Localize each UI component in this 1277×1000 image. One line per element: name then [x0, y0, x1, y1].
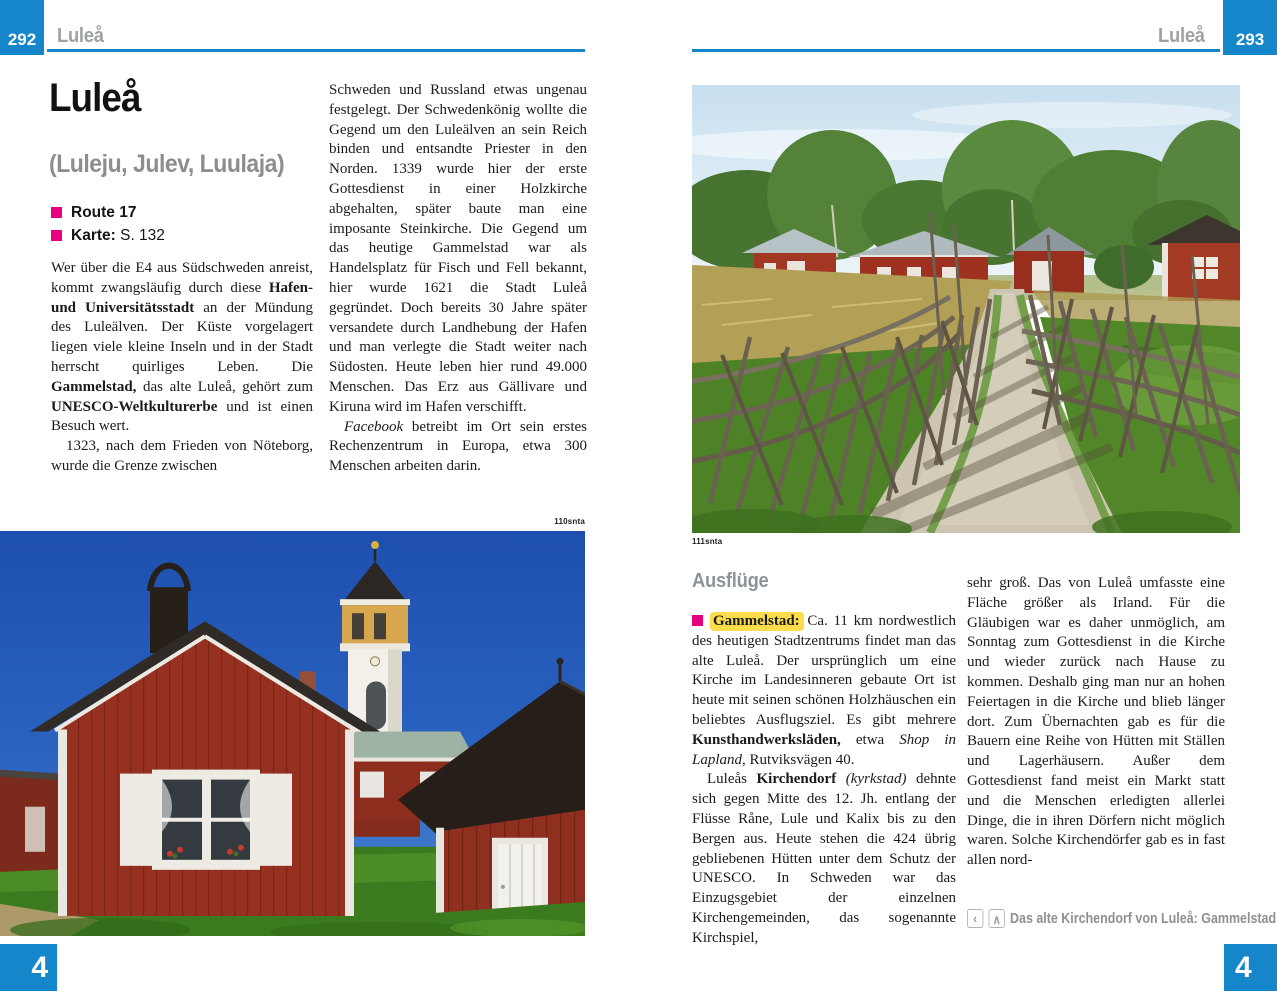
paragraph: sehr groß. Das von Luleå umfasste eine Fläche größer als Irland. Für die Gläubigen war es daher unmöglich, am Sonntag zum Gottesdienst in die Kirche und wieder zurück nach Hause zu kommen. Deshalb ging man nur an hohen Feiertagen in die Kirche und blieb länger dort. Zum Übernachten gab es für die Bauern eine Reihe von Hütten mit Ställen und Lagerhäusern. Außer dem Gottesdienst fand meist ein Markt statt und die Menschen erledigten allerlei Dinge, die in ihren Dörfern nicht möglich waren. Solche Kirchendörfer gab es in fast allen nord-	[967, 575, 1225, 869]
pink-square-bullet-icon	[51, 230, 62, 241]
paragraph: Luleås Kirchendorf (kyrkstad) dehnte sich gegen Mitte des 12. Jh. entlang der Flüsse Råne, Lule und Kalix bis zu den Bergen aus. Heute stehen die 424 übrig gebliebenen Hütten unter dem Schutz der UNESCO. In Schweden war das Einzugsgebiet der einzelnen Kirchengemeinden, das sogenannte Kirchspiel,	[692, 771, 956, 946]
running-header-right: Luleå	[1158, 25, 1205, 47]
chevron-left-icon: ‹	[967, 909, 983, 928]
info-item-map: Karte: S. 132	[51, 224, 165, 248]
photo-gammelstad-cottages-illustration	[0, 531, 585, 936]
chapter-tab-left: 4	[0, 944, 57, 991]
page-number-box-left	[0, 0, 44, 55]
photo-village-path-illustration	[692, 85, 1240, 533]
chapter-tab-right: 4	[1224, 944, 1277, 991]
paragraph: Wer über die E4 aus Südschweden anreist, kommt zwangsläufig durch diese Hafen- und Universitätsstadt an der Mündung des Luleälven. Der Küste vorgelagert liegen viele kleine Inseln und in der Stadt herrscht quirliges Leben. Die Gammelstad, das alte Luleå, gehört zum UNESCO-Weltkulturerbe und ist einen Besuch wert.	[51, 260, 313, 435]
photo-credit-right: 111snta	[692, 537, 723, 546]
paragraph: 1323, nach dem Frieden von Nöteborg, wurde die Grenze zwischen	[51, 438, 313, 474]
pink-square-bullet-icon	[692, 615, 703, 626]
text-column-left-2	[329, 81, 587, 477]
page-title: Luleå	[49, 76, 141, 120]
section-heading: Ausflüge	[692, 570, 769, 592]
paragraph: Schweden und Russland etwas ungenau festgelegt. Der Schwedenkönig wollte die Gegend um den Luleälven an sein Reich binden und entsandte Priester in den Norden. 1339 wurde hier der erste Gottesdienst in einer Holzkirche abgehalten, später baute man eine imposante Steinkirche. Die Gegend um das heutige Gammelstad war als Handelsplatz für Fisch und Fell bekannt, hier wurde 1621 die Stadt Luleå gegründet. Doch bereits 30 Jahre später versandete durch Landhebung der Hafen und man verlegte die Stadt weiter nach Südosten. Heute leben hier rund 49.000 Menschen. Das Erz aus Gällivare und Kiruna wird im Hafen verschifft.	[329, 82, 587, 415]
header-rule-right	[692, 49, 1220, 52]
page-number-box-right	[1223, 0, 1277, 55]
photo-caption-text: Das alte Kirchendorf von Luleå: Gammelstad	[1010, 910, 1277, 927]
paragraph: Facebook betreibt im Ort sein erstes Rechenzentrum in Europa, etwa 300 Menschen arbeiten darin.	[329, 418, 587, 475]
info-item-route: Route 17	[51, 201, 136, 225]
pink-square-bullet-icon	[51, 207, 62, 218]
paragraph-gammelstad: Gammelstad: Ca. 11 km nordwestlich des heutigen Stadtzentrums findet man das alte Luleå. Der ursprünglich um eine Kirche im Landesinneren gebaute Ort ist heute mit seinen schönen Holzhäuschen ein beliebtes Ausflugsziel. Es gibt mehrere Kunsthandwerksläden, etwa Shop in Lapland, Rutviksvägen 40.	[692, 613, 956, 768]
text-column-right-1	[692, 612, 956, 949]
photo-credit-left: 110snta	[554, 517, 585, 526]
chevron-up-icon: ∧	[989, 909, 1005, 928]
photo-gammelstad-cottages	[0, 531, 585, 936]
text-column-left-1	[51, 259, 313, 477]
page-subtitle: (Luleju, Julev, Luulaja)	[49, 150, 285, 178]
photo-village-path	[692, 85, 1240, 533]
header-rule-left	[47, 49, 585, 52]
page-number-right: 293	[1235, 30, 1265, 49]
running-header-left: Luleå	[57, 25, 104, 47]
photo-caption	[967, 909, 1276, 928]
page-number-left: 292	[7, 30, 37, 49]
text-column-right-2	[967, 574, 1225, 871]
